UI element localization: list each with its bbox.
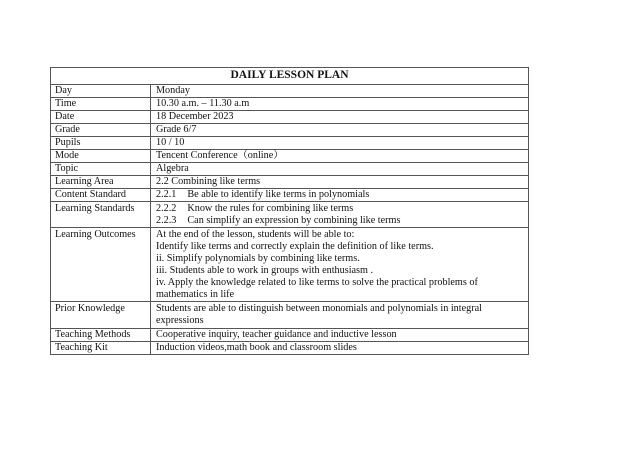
content-standard-value — [151, 189, 529, 202]
row-learning-standards — [51, 202, 529, 228]
learning-outcome-line: ii. Simplify polynomials by combining like terms. — [156, 253, 360, 264]
row-prior-knowledge — [51, 302, 529, 329]
row-topic — [51, 163, 529, 176]
grade-label: Grade — [51, 124, 151, 137]
grade-value: Grade 6/7 — [151, 124, 529, 137]
learning-standard-text: Can simplify an expression by combining like terms — [187, 215, 401, 226]
learning-standard-item — [156, 215, 524, 227]
prior-knowledge-line: Students are able to distinguish between monomials and polynomials in integral — [156, 303, 482, 314]
learning-outcome-line: iv. Apply the knowledge related to like terms to solve the practical problems of — [156, 277, 478, 288]
day-value: Monday — [151, 85, 529, 98]
learning-area-value: 2.2 Combining like terms — [151, 176, 529, 189]
pupils-value: 10 / 10 — [151, 137, 529, 150]
row-time — [51, 98, 529, 111]
lesson-plan-table — [50, 67, 529, 355]
prior-knowledge-line: expressions — [156, 315, 204, 326]
learning-outcome-line: Identify like terms and correctly explain the definition of like terms. — [156, 241, 434, 252]
learning-area-label: Learning Area — [51, 176, 151, 189]
learning-standards-value — [151, 202, 529, 228]
teaching-methods-label: Teaching Methods — [51, 329, 151, 342]
time-label: Time — [51, 98, 151, 111]
row-pupils — [51, 137, 529, 150]
mode-label: Mode — [51, 150, 151, 163]
topic-label: Topic — [51, 163, 151, 176]
row-date — [51, 111, 529, 124]
learning-outcome-line: mathematics in life — [156, 289, 235, 300]
teaching-kit-label: Teaching Kit — [51, 342, 151, 355]
title-row — [51, 68, 529, 85]
content-standard-label: Content Standard — [51, 189, 151, 202]
row-grade — [51, 124, 529, 137]
learning-standard-text: Know the rules for combining like terms — [187, 203, 354, 214]
learning-standard-item — [156, 203, 524, 215]
time-value: 10.30 a.m. – 11.30 a.m — [151, 98, 529, 111]
teaching-kit-value: Induction videos,math book and classroom slides — [151, 342, 529, 355]
row-day — [51, 85, 529, 98]
row-learning-outcomes — [51, 228, 529, 302]
lesson-plan-title: DAILY LESSON PLAN — [51, 68, 529, 85]
learning-standard-code: 2.2.2 — [156, 203, 177, 214]
row-mode — [51, 150, 529, 163]
learning-outcome-line: iii. Students able to work in groups with enthusiasm . — [156, 265, 374, 276]
learning-outcomes-label: Learning Outcomes — [51, 228, 151, 302]
prior-knowledge-value — [151, 302, 529, 329]
row-teaching-kit — [51, 342, 529, 355]
row-teaching-methods — [51, 329, 529, 342]
pupils-label: Pupils — [51, 137, 151, 150]
prior-knowledge-label: Prior Knowledge — [51, 302, 151, 329]
date-value: 18 December 2023 — [151, 111, 529, 124]
row-content-standard — [51, 189, 529, 202]
day-label: Day — [51, 85, 151, 98]
learning-standards-label: Learning Standards — [51, 202, 151, 228]
teaching-methods-value: Cooperative inquiry, teacher guidance and inductive lesson — [151, 329, 529, 342]
row-learning-area — [51, 176, 529, 189]
mode-value: Tencent Conference（online） — [151, 150, 529, 163]
topic-value: Algebra — [151, 163, 529, 176]
date-label: Date — [51, 111, 151, 124]
learning-outcomes-value — [151, 228, 529, 302]
learning-outcome-line: At the end of the lesson, students will be able to: — [156, 229, 355, 240]
content-standard-code: 2.2.1 — [156, 189, 177, 200]
content-standard-text: Be able to identify like terms in polynomials — [187, 189, 370, 200]
learning-standard-code: 2.2.3 — [156, 215, 177, 226]
